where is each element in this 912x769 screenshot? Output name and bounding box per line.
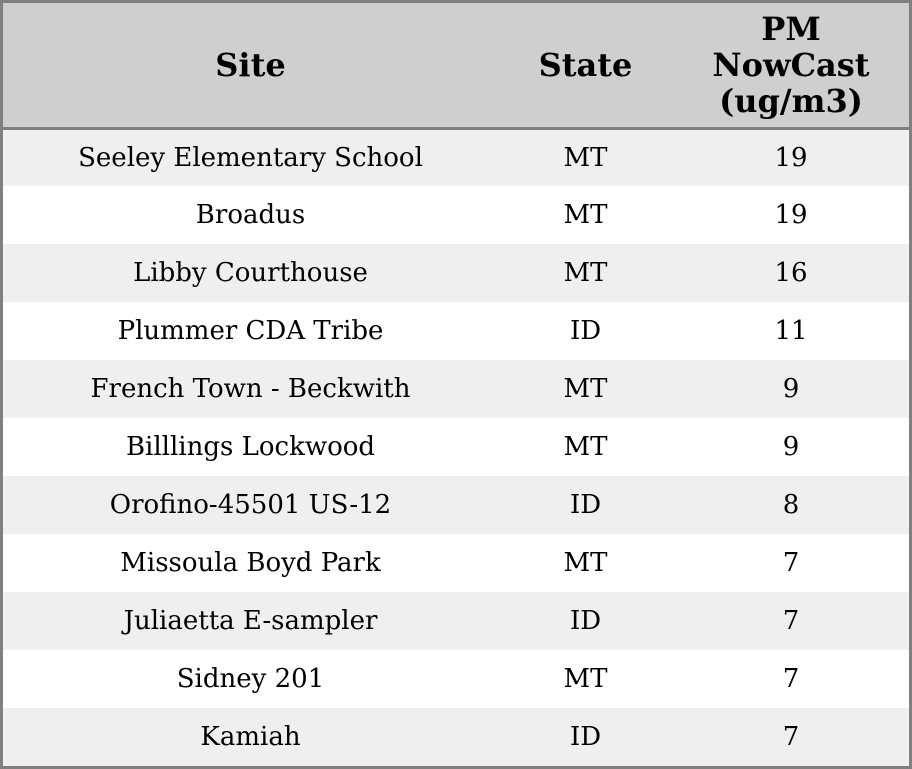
cell-state: MT [563,374,608,404]
cell-pm-nowcast: 7 [782,722,800,752]
cell-site: Broadus [195,200,306,230]
cell-site: Plummer CDA Tribe [117,316,384,346]
pm-nowcast-table [3,3,909,766]
header-pm-line-2: NowCast [712,45,870,84]
cell-pm-nowcast: 11 [774,316,808,346]
table-row [3,476,909,534]
table-row [3,534,909,592]
header-pm-line-3: (ug/m3) [719,81,863,120]
cell-state: ID [569,722,602,752]
cell-state: MT [563,258,608,288]
table-row [3,360,909,418]
cell-state: ID [569,490,602,520]
cell-site: Libby Courthouse [133,258,368,288]
cell-site: French Town - Beckwith [90,374,411,404]
cell-site: Billlings Lockwood [125,432,376,462]
cell-state: MT [563,548,608,578]
table-row [3,592,909,650]
cell-pm-nowcast: 7 [782,606,800,636]
table-header [3,3,909,128]
header-pm-nowcast [673,3,909,128]
cell-pm-nowcast: 19 [774,142,808,173]
cell-pm-nowcast: 7 [782,548,800,578]
cell-state: MT [563,664,608,694]
cell-site: Kamiah [200,722,301,752]
table-row [3,302,909,360]
header-state: State [498,3,673,128]
cell-pm-nowcast: 9 [782,374,800,404]
cell-site: Seeley Elementary School [78,142,423,173]
header-row [3,3,909,128]
table-row [3,186,909,244]
cell-pm-nowcast: 8 [782,490,800,520]
cell-site: Missoula Boyd Park [120,548,381,578]
cell-pm-nowcast: 7 [782,664,800,694]
table-row [3,128,909,186]
cell-pm-nowcast: 19 [774,200,808,230]
cell-state: MT [563,142,608,173]
header-pm-line-1: PM [761,9,821,48]
header-site: Site [3,3,498,128]
cell-state: MT [563,432,608,462]
table-row [3,708,909,766]
table-row [3,650,909,708]
cell-state: MT [563,200,608,230]
table-row [3,418,909,476]
cell-site: Sidney 201 [176,664,325,694]
cell-state: ID [569,316,602,346]
cell-pm-nowcast: 16 [774,258,808,288]
cell-pm-nowcast: 9 [782,432,800,462]
cell-site: Orofino-45501 US-12 [109,490,392,520]
table-body [3,128,909,766]
cell-site: Juliaetta E-sampler [123,606,378,636]
cell-state: ID [569,606,602,636]
table-row [3,244,909,302]
